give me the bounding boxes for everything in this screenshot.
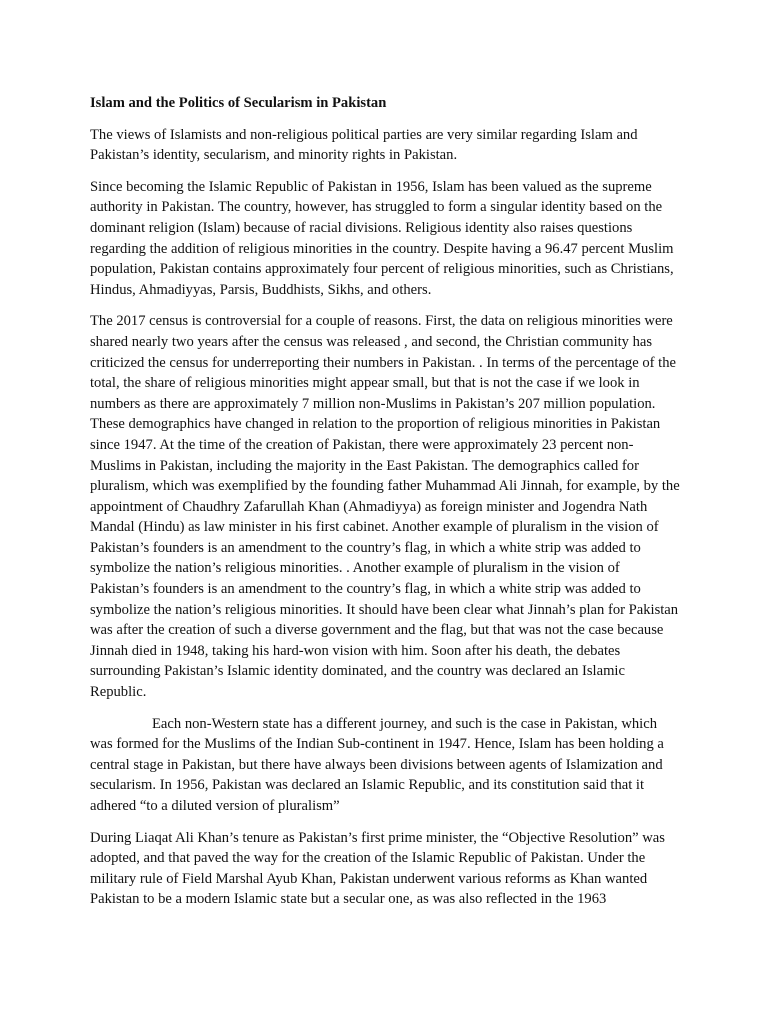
paragraph-intro: The views of Islamists and non-religious political parties are very similar regarding Islam and Pakistan’s identity, secularism, and minority rights in Pakistan.	[90, 126, 638, 164]
paragraph-islamic-republic: Since becoming the Islamic Republic of Pakistan in 1956, Islam has been valued as the supreme authority in Pakistan. The country, however, has struggled to form a singular identity based on the dominant religion (Islam) because of racial divisions. Religious identity also raises questions regarding the addition of religious minorities in the country. Despite having a 96.47 percent Muslim population, Pakistan contains approximately four percent of religious minorities, such as Christians, Hindus, Ahmadiyyas, Parsis, Buddhists, Sikhs, and others.	[90, 178, 674, 298]
document-body	[90, 93, 682, 921]
paragraph-census-2017: The 2017 census is controversial for a couple of reasons. First, the data on religious minorities were shared nearly two years after the census was released , and second, the Christian community has criticized the census for underreporting their numbers in Pakistan. . In terms of the percentage of the total, the share of religious minorities might appear small, but that is not the case if we look in numbers as there are approximately 7 million non-Muslims in Pakistan’s 207 million population. These demographics have changed in relation to the proportion of religious minorities in Pakistan since 1947. At the time of the creation of Pakistan, there were approximately 23 percent non-Muslims in Pakistan, including the majority in the East Pakistan. The demographics called for pluralism, which was exemplified by the founding father Muhammad Ali Jinnah, for example, by the appointment of Chaudhry Zafarullah Khan (Ahmadiyya) as foreign minister and Jogendra Nath Mandal (Hindu) as law minister in his first cabinet. Another example of pluralism in the vision of Pakistan’s founders is an amendment to the country’s flag, in which a white strip was added to symbolize the nation’s religious minorities. . Another example of pluralism in the vision of Pakistan’s founders is an amendment to the country’s flag, in which a white strip was added to symbolize the nation’s religious minorities. It should have been clear what Jinnah’s plan for Pakistan was after the creation of such a diverse government and the flag, but that was not the case because Jinnah died in 1948, taking his hard-won vision with him. Soon after his death, the debates surrounding Pakistan’s Islamic identity dominated, and the country was declared an Islamic Republic.	[90, 313, 680, 701]
document-title: Islam and the Politics of Secularism in Pakistan	[90, 95, 387, 111]
paragraph-non-western-state: Each non-Western state has a different journey, and such is the case in Pakistan, which was formed for the Muslims of the Indian Sub-continent in 1947. Hence, Islam has been holding a central stage in Pakistan, but there have always been divisions between agents of Islamization and secularism. In 1956, Pakistan was declared an Islamic Republic, and its constitution said that it adhered “to a diluted version of pluralism”	[90, 715, 664, 814]
paragraph-liaqat-ali-khan: During Liaqat Ali Khan’s tenure as Pakistan’s first prime minister, the “Objective Resolution” was adopted, and that paved the way for the creation of the Islamic Republic of Pakistan. Under the military rule of Field Marshal Ayub Khan, Pakistan underwent various reforms as Khan wanted Pakistan to be a modern Islamic state but a secular one, as was also reflected in the 1963	[90, 829, 665, 908]
